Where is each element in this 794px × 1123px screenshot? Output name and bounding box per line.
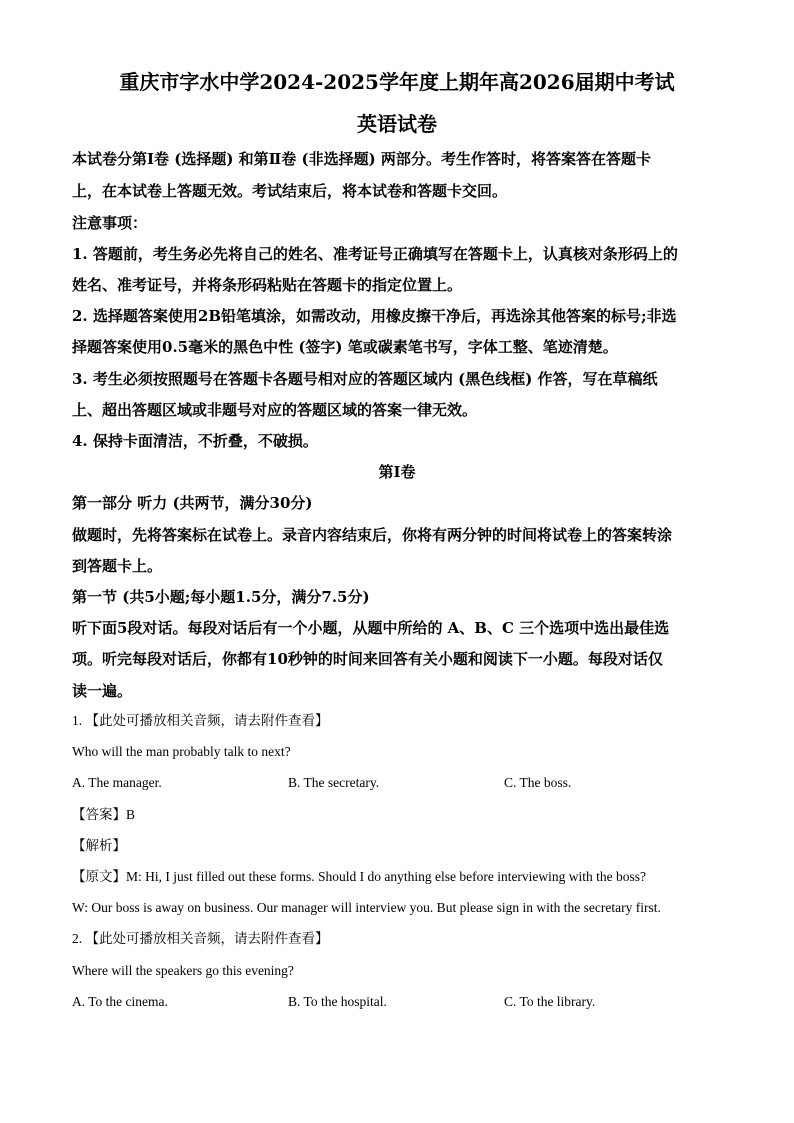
part1-instruction-line-2: 到答题卡上。 — [72, 557, 163, 575]
volume-heading: 第Ⅰ卷 — [378, 463, 416, 481]
section1-heading: 第一节 (共5小题;每小题1.5分，满分7.5分) — [72, 588, 370, 606]
note-2-line-2: 择题答案使用0.5毫米的黑色中性 (签字) 笔或碳素笔书写，字体工整、笔迹清楚。 — [72, 338, 618, 356]
question-1-analysis-label: 【解析】 — [72, 838, 126, 853]
question-1-stem: Who will the man probably talk to next? — [72, 744, 291, 759]
notes-heading: 注意事项： — [72, 214, 148, 232]
question-1-transcript-line-2: W: Our boss is away on business. Our manager will interview you. But please sign in with the secretary first. — [72, 900, 661, 915]
section1-instruction-line-2: 项。听完每段对话后，你都有10秒钟的时间来回答有关小题和阅读下一小题。每段对话仅 — [72, 650, 663, 668]
exam-title: 重庆市字水中学2024-2025学年度上期年高2026届期中考试 — [119, 70, 675, 94]
note-1-line-1: 1. 答题前，考生务必先将自己的姓名、准考证号正确填写在答题卡上，认真核对条形码上的 — [72, 245, 678, 263]
question-1-answer: 【答案】B — [72, 807, 136, 822]
intro-line-1: 本试卷分第Ⅰ卷 (选择题) 和第Ⅱ卷 (非选择题) 两部分。考生作答时，将答案答在答题卡 — [72, 150, 651, 168]
question-1-transcript-line-1: 【原文】M: Hi, I just filled out these forms. Should I do anything else before interviewing with the boss? — [72, 869, 647, 884]
part1-heading: 第一部分 听力 (共两节，满分30分) — [72, 494, 313, 512]
question-2-audio-link[interactable]: 2. 【此处可播放相关音频，请去附件查看】 — [72, 931, 329, 946]
part1-instruction-line-1: 做题时，先将答案标在试卷上。录音内容结束后，你将有两分钟的时间将试卷上的答案转涂 — [72, 526, 673, 544]
question-1-option-c: C. The boss. — [504, 775, 572, 790]
note-3-line-2: 上、超出答题区域或非题号对应的答题区域的答案一律无效。 — [72, 401, 478, 419]
intro-line-2: 上，在本试卷上答题无效。考试结束后，将本试卷和答题卡交回。 — [72, 182, 508, 200]
question-1-option-b: B. The secretary. — [288, 775, 380, 790]
note-2-line-1: 2. 选择题答案使用2B铅笔填涂，如需改动，用橡皮擦干净后，再选涂其他答案的标号;非选 — [72, 307, 677, 325]
exam-subtitle: 英语试卷 — [357, 112, 437, 136]
section1-instruction-line-3: 读一遍。 — [72, 682, 133, 700]
section1-instruction-line-1: 听下面5段对话。每段对话后有一个小题，从题中所给的 A、B、C 三个选项中选出最佳选 — [72, 619, 670, 637]
question-1-option-a: A. The manager. — [72, 775, 162, 790]
question-2-option-b: B. To the hospital. — [288, 994, 387, 1009]
question-2-stem: Where will the speakers go this evening? — [72, 963, 294, 978]
note-1-line-2: 姓名、准考证号，并将条形码粘贴在答题卡的指定位置上。 — [72, 276, 463, 294]
note-3-line-1: 3. 考生必须按照题号在答题卡各题号相对应的答题区域内 (黑色线框) 作答，写在草稿纸 — [72, 370, 658, 388]
question-2-option-c: C. To the library. — [504, 994, 596, 1009]
question-1-audio-link[interactable]: 1. 【此处可播放相关音频，请去附件查看】 — [72, 713, 329, 728]
question-2-option-a: A. To the cinema. — [72, 994, 168, 1009]
note-4: 4. 保持卡面清洁，不折叠，不破损。 — [72, 432, 318, 450]
